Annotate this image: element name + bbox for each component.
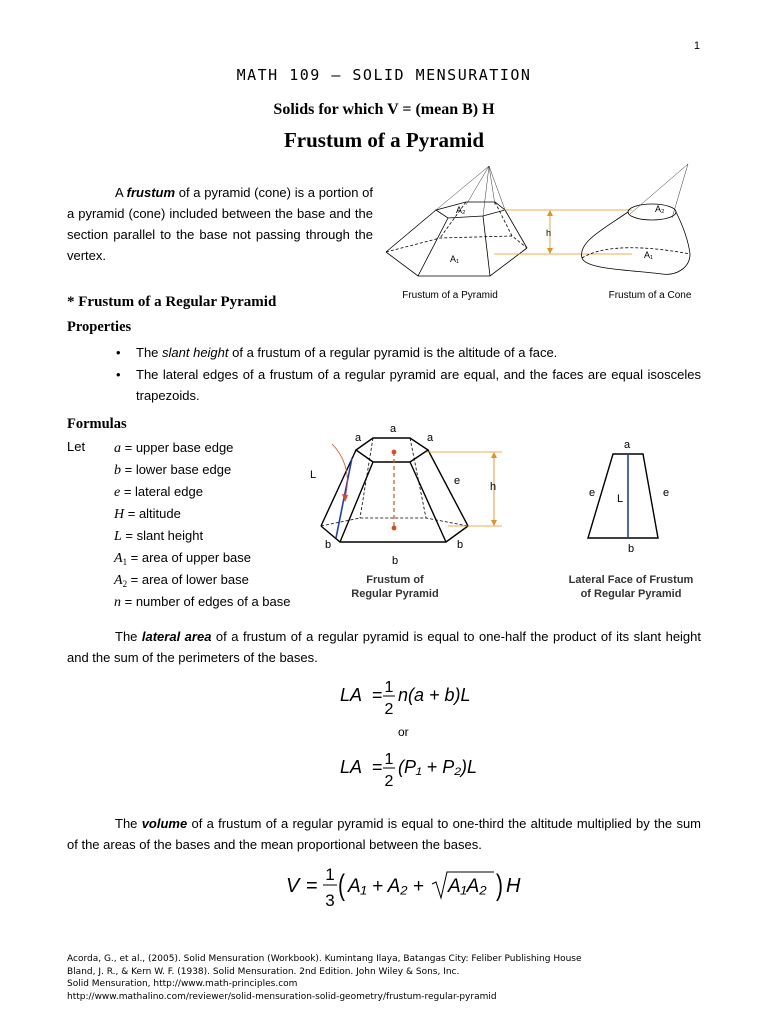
intro-term: frustum <box>126 185 176 200</box>
slant-height-line <box>332 444 352 538</box>
label-a-right: a <box>426 432 434 444</box>
svg-text:1: 1 <box>384 751 394 768</box>
reference-item: Bland, J. R., & Kern W. F. (1938). Solid Mensuration. 2nd Edition. John Wiley & Sons, Inc. <box>67 966 460 977</box>
properties-list <box>67 342 701 407</box>
regular-frustum-figure <box>298 418 518 604</box>
svg-text:3: 3 <box>325 891 335 910</box>
page-title: Frustum of a Pyramid <box>283 128 485 152</box>
svg-text:=: = <box>306 875 318 897</box>
page-number: 1 <box>693 40 700 52</box>
list-item: • The slant height of a frustum of a regular pyramid is the altitude of a face. <box>67 342 701 363</box>
properties-heading: Properties <box>67 319 132 335</box>
definitions-list <box>114 438 290 614</box>
label-cone-a1: A₁ <box>644 250 654 260</box>
svg-text:2: 2 <box>384 773 394 790</box>
svg-text:H: H <box>506 875 521 897</box>
lateral-area-term: lateral area <box>141 629 212 644</box>
formulas-heading: Formulas <box>67 416 127 432</box>
label-cone-a2: A₂ <box>655 204 665 214</box>
definition-item: L = slant height <box>114 528 204 544</box>
list-item: • The lateral edges of a frustum of a regular pyramid are equal, and the faces are equal isosceles trapezoids. <box>67 364 701 406</box>
page-subtitle: Solids for which V = (mean B) H <box>273 101 495 118</box>
definition-item: $A_2$ = area of lower base <box>114 572 249 589</box>
lateral-face-figure <box>540 430 720 604</box>
caption-line-1: Lateral Face of Frustum <box>568 574 694 586</box>
definition-item: a = upper base edge <box>114 440 234 456</box>
definition-item: $A_1$ = area of upper base <box>114 550 252 567</box>
label-a-top: a <box>389 423 397 435</box>
caption-line-1: Frustum of <box>366 574 424 586</box>
definition-item: e = lateral edge <box>114 484 203 500</box>
label-a2: A₂ <box>456 205 466 215</box>
definition-item: H = altitude <box>114 506 181 522</box>
label-l: L <box>616 493 624 505</box>
svg-text:1: 1 <box>384 679 394 696</box>
caption-line-2: Regular Pyramid <box>351 588 439 600</box>
frustum-figure <box>372 158 732 306</box>
intro-pre: A <box>115 185 127 200</box>
svg-text:n(a + b)L: n(a + b)L <box>398 685 471 705</box>
label-a1: A₁ <box>450 254 460 264</box>
height-indicator <box>494 210 632 254</box>
intro-paragraph <box>67 182 373 266</box>
volume-term: volume <box>141 816 188 831</box>
svg-text:LA: LA <box>340 685 363 705</box>
let-label: Let <box>67 439 86 454</box>
svg-text:(: ( <box>338 869 345 902</box>
reference-item: Acorda, G., et al., (2005). Solid Mensuration (Workbook). Kumintang Ilaya, Batangas City: Feliber Publishing House <box>67 954 582 964</box>
lateral-area-paragraph: The lateral area of a frustum of a regular pyramid is equal to one-half the product of its slant height and the sum of the perimeters of the bases. <box>67 629 702 665</box>
lateral-area-equation-1 <box>336 674 516 724</box>
or-label: or <box>398 725 409 739</box>
references <box>67 953 582 1003</box>
definition-item: b = lower base edge <box>114 462 232 478</box>
label-a: a <box>623 439 631 451</box>
label-b-bottom: b <box>391 555 399 567</box>
label-b: b <box>627 543 635 555</box>
cone-frustum-drawing <box>582 164 690 274</box>
label-e: e <box>454 475 461 487</box>
lateral-area-equation-2 <box>336 746 516 796</box>
svg-text:(P₁ + P₂)L: (P₁ + P₂)L <box>398 757 478 777</box>
pyramid-caption: Frustum of a Pyramid <box>402 290 498 301</box>
svg-text:1: 1 <box>325 865 335 884</box>
label-e-right: e <box>662 487 670 499</box>
caption-line-2: of Regular Pyramid <box>580 588 682 600</box>
label-h: h <box>546 228 552 238</box>
cone-caption: Frustum of a Cone <box>608 290 692 301</box>
label-e-left: e <box>588 487 596 499</box>
section-heading: * Frustum of a Regular Pyramid <box>67 294 277 310</box>
label-a-left: a <box>354 432 362 444</box>
intro-post: of a pyramid (cone) is a portion of a pyramid (cone) included between the base and the section parallel to the base not passing through the vertex. <box>67 185 373 263</box>
svg-text:=: = <box>372 757 383 777</box>
svg-text:LA: LA <box>340 757 363 777</box>
volume-equation <box>284 860 544 916</box>
svg-text:V: V <box>286 875 300 897</box>
svg-text:A₁A₂: A₁A₂ <box>448 876 487 897</box>
svg-text:2: 2 <box>384 701 394 718</box>
svg-text:=: = <box>372 685 383 705</box>
svg-text:): ) <box>496 869 503 902</box>
definition-item: n = number of edges of a base <box>114 594 291 610</box>
svg-text:A₁ + A₂ +: A₁ + A₂ + <box>348 876 424 897</box>
reference-item: Solid Mensuration, http://www.math-principles.com <box>67 979 298 989</box>
label-b-right: b <box>456 539 464 551</box>
label-h: h <box>490 481 497 493</box>
label-l: L <box>310 469 317 481</box>
reference-item: http://www.mathalino.com/reviewer/solid-mensuration-solid-geometry/frustum-regular-pyramid <box>67 991 497 1002</box>
volume-paragraph: The volume of a frustum of a regular pyramid is equal to one-third the altitude multiplied by the sum of the areas of the bases and the mean proportional between the bases. <box>67 816 702 852</box>
course-header: MATH 109 – SOLID MENSURATION <box>236 66 532 84</box>
label-b-left: b <box>324 539 332 551</box>
